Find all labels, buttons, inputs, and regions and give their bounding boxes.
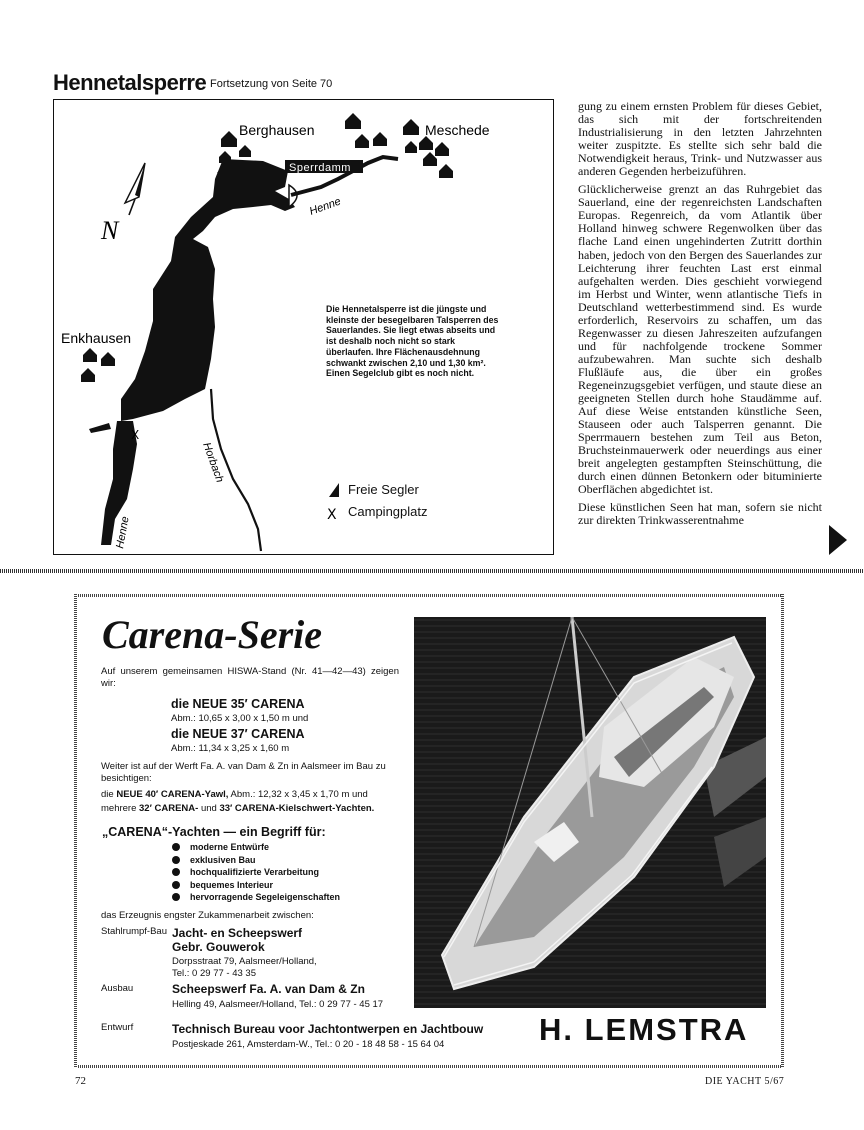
henne-lower-label: Henne [114,515,132,550]
shore-mark [89,423,111,433]
model-37-dimensions: Abm.: 11,34 x 3,25 x 1,60 m [171,743,290,754]
model-40-prefix: die [101,789,117,800]
feature-item: hochqualifizierte Verarbeitung [172,866,340,879]
ad-border [74,594,77,1068]
horbach-label: Horbach [200,440,226,485]
continuation-note: Fortsetzung von Seite 70 [210,78,333,90]
ad-border [74,1065,784,1068]
page-title: Hennetalsperre [53,70,207,95]
label-fitting-out: Ausbau [101,983,134,994]
firm-gouwerok-line1: Jacht- en Scheepswerf [172,926,303,940]
continue-arrow-icon [829,525,847,555]
model-32-33-line [101,803,374,815]
firm-van-dam: Scheepswerf Fa. A. van Dam & Zn [172,982,365,996]
model-32-and: und [198,803,220,814]
cooperation-note: das Erzeugnis engster Zukammenarbeit zwischen: [101,910,314,921]
enkhausen-label: Enkhausen [61,330,132,346]
page-divider [0,569,864,573]
legend-campsite: Campingplatz [348,504,428,519]
designer-name: H. LEMSTRA [539,1012,749,1047]
feature-list [172,841,340,904]
article-paragraph: Diese künstlichen Seen hat man, sofern sie nicht zur direkten Trinkwasserentnahme [578,500,822,528]
model-33-name: 33′ CARENA-Kielschwert-Yachten. [219,803,375,814]
svg-text:Carena-Serie: Carena-Serie [102,612,322,657]
shipyard-note: Weiter ist auf der Werft Fa. A. van Dam & Zn in Aalsmeer im Bau zu besichtigen: [101,761,386,784]
label-design: Entwurf [101,1022,134,1033]
model-32-name: 32′ CARENA- [139,803,199,814]
feature-item: moderne Entwürfe [172,841,340,854]
model-40-dims: Abm.: 12,32 x 3,45 x 1,70 m und [228,789,368,800]
model-35-dimensions: Abm.: 10,65 x 3,00 x 1,50 m und [171,713,309,724]
article-column [578,100,822,533]
north-label: N [101,216,119,245]
berghausen-label: Berghausen [239,122,315,138]
reservoir-shape [121,159,295,421]
ad-border [781,594,784,1068]
model-37: die NEUE 37′ CARENA [171,727,305,741]
firm-gouwerok [172,926,302,954]
article-paragraph: gung zu einem ernsten Problem für dieses Gebiet, das sich mit der fortschreitenden Industrialisierung in den letzten Jahrzehnten weiter zuspitzte. Es stellte sich sehr bald die Notwendigkeit heraus, Trink- und Nutzwasser aus anderen Gegenden herbeizuführen. [578,99,822,179]
feature-item: hervorragende Segeleigenschaften [172,891,340,904]
north-arrow-icon [125,163,145,215]
page-number: 72 [75,1075,86,1087]
magazine-issue: DIE YACHT 5/67 [705,1076,785,1087]
map-caption: Die Hennetalsperre ist die jüngste und kleinste der besegelbaren Talsperren des Sauerlandes. Sie liegt etwas abseits und ist deshalb noch nicht so stark überlaufen. Ihre Flächenausdehnung schwankt zwischen 2,10 und 1,30 km². Einen Segelclub gibt es noch nicht. [326,304,499,379]
campsite-icon: X [131,428,140,442]
sperrdamm-label: Sperrdamm [289,162,351,174]
firm-technisch-bureau: Technisch Bureau voor Jachtontwerpen en Jachtbouw [172,1022,484,1036]
firm-gouwerok-phone: Tel.: 0 29 77 - 43 35 [172,968,256,979]
meschede-label: Meschede [425,122,490,138]
feature-item: bequemes Interieur [172,879,340,892]
henne-upper-label: Henne [307,195,343,218]
firm-van-dam-address: Helling 49, Aalsmeer/Holland, Tel.: 0 29 77 - 45 17 [172,999,384,1010]
firm-technisch-bureau-address: Postjeskade 261, Amsterdam-W., Tel.: 0 20 - 18 48 58 - 15 64 04 [172,1039,445,1050]
label-hull-construction: Stahlrumpf-Bau [101,926,168,937]
firm-gouwerok-address [172,956,317,980]
firm-gouwerok-street: Dorpsstraat 79, Aalsmeer/Holland, [172,956,317,967]
yacht-photo [414,617,766,1008]
model-40-name: NEUE 40′ CARENA-Yawl, [116,789,229,800]
model-35: die NEUE 35′ CARENA [171,697,305,711]
model-40-line [101,789,368,801]
legend-sailor-icon [329,483,339,497]
article-paragraph: Glücklicherweise grenzt an das Ruhrgebiet das Sauerland, eine der regenreichsten Landschaften Europas. Regenreich, da vom Atlantik über Holland hinweg schwere Regenwolken über das flache Land einen ungehinderten Zutritt dorthin haben, jedoch von den Bergen des Sauerlandes zur Leichterung ihrer feuchten Last erst einmal aufgehalten werden. Dies geschieht vorwiegend im Herbst und Winter, wenn atlantische Tiefs in Deutschland wetterbestimmend sind. Es wurde erforderlich, Reservoirs zu schaffen, um das Regenwasser zu diesen Jahreszeiten aufzufangen und für nachfolgende trockene Sommer aufzubewahren. Man suchte sich deshalb Flußläufe aus, die über ein großes Regeneinzugsgebiet verfügen, und staute diese an geeigneten Stellen durch hohe Staudämme auf. Auf diese Weise entstanden künstliche Seen, Stauseen oder auch Talsperren genannt. Die Sperrmauern bestehen zum Teil aus Beton, Bruchsteinmauerwerk oder neuerdings aus einer breit angelegten gestampften Steinschüttung, die durch einen dünnen Betonkern oder bituminierte Oberflächen abgedichtet ist. [578,182,822,497]
ad-slogan: „CARENA“-Yachten — ein Begriff für: [102,825,326,839]
firm-gouwerok-line2: Gebr. Gouwerok [172,940,265,954]
feature-item: exklusiven Bau [172,854,340,867]
ad-intro: Auf unserem gemeinsamen HISWA-Stand (Nr. 41—42—43) zeigen wir: [101,666,399,689]
legend-camping-icon: X [327,507,337,523]
carena-logo [100,610,380,658]
ad-border [74,594,784,597]
legend-free-sailors: Freie Segler [348,482,419,497]
model-32-prefix: mehrere [101,803,140,814]
